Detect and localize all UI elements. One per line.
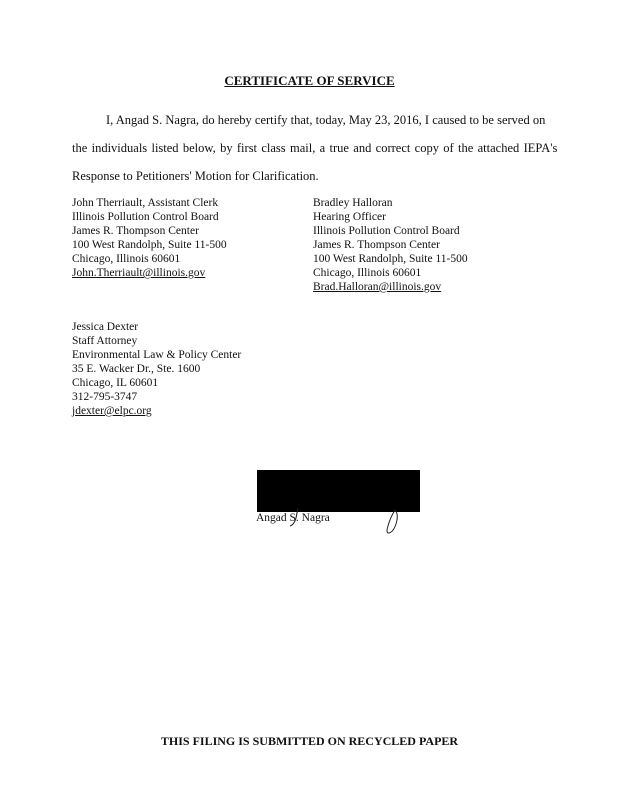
redaction-box: [257, 470, 420, 512]
recipient-block-clerk: [72, 196, 227, 280]
recipient-clerk-line-2: Illinois Pollution Control Board: [72, 211, 219, 223]
recipient-clerk-email: John.Therriault@illinois.gov: [72, 267, 206, 279]
recipient-officer-line-6: Chicago, Illinois 60601: [313, 267, 422, 279]
paragraph-line-2: the individuals listed below, by first class mail, a true and correct copy of the attached IEPA's: [72, 141, 558, 155]
recipient-attorney-line-2: Staff Attorney: [72, 335, 138, 347]
recipient-block-attorney: [72, 320, 241, 418]
recycled-paper-footer: THIS FILING IS SUBMITTED ON RECYCLED PAPER: [160, 734, 459, 748]
recipient-clerk-line-3: James R. Thompson Center: [72, 225, 199, 237]
recipient-officer-line-4: James R. Thompson Center: [313, 239, 440, 251]
recipient-attorney-line-3: Environmental Law & Policy Center: [72, 349, 242, 361]
signature-stroke-mark: [288, 506, 302, 528]
recipient-attorney-line-5: Chicago, IL 60601: [72, 377, 159, 389]
document-title: CERTIFICATE OF SERVICE: [224, 73, 395, 88]
recipient-officer-line-2: Hearing Officer: [313, 211, 386, 223]
signature-name: Angad S. Nagra: [256, 512, 330, 524]
recipient-attorney-email: jdexter@elpc.org: [72, 405, 152, 417]
recipient-clerk-line-4: 100 West Randolph, Suite 11-500: [72, 239, 227, 251]
recipient-attorney-line-4: 35 E. Wacker Dr., Ste. 1600: [72, 363, 201, 375]
recipient-officer-line-3: Illinois Pollution Control Board: [313, 225, 460, 237]
paragraph-line-3: Response to Petitioners' Motion for Clarification.: [72, 169, 319, 183]
recipient-attorney-line-1: Jessica Dexter: [72, 321, 139, 333]
recipient-clerk-line-1: John Therriault, Assistant Clerk: [72, 197, 219, 209]
recipient-officer-line-5: 100 West Randolph, Suite 11-500: [313, 253, 468, 265]
recipient-attorney-line-6: 312-795-3747: [72, 391, 138, 403]
recipient-block-hearing-officer: [313, 196, 468, 294]
recipient-clerk-line-5: Chicago, Illinois 60601: [72, 253, 181, 265]
paragraph-line-1: I, Angad S. Nagra, do hereby certify that, today, May 23, 2016, I caused to be served on: [106, 113, 546, 127]
recipient-officer-line-1: Bradley Halloran: [313, 197, 393, 209]
recipient-officer-email: Brad.Halloran@illinois.gov: [313, 281, 442, 293]
signature-flourish-mark: [384, 508, 400, 536]
